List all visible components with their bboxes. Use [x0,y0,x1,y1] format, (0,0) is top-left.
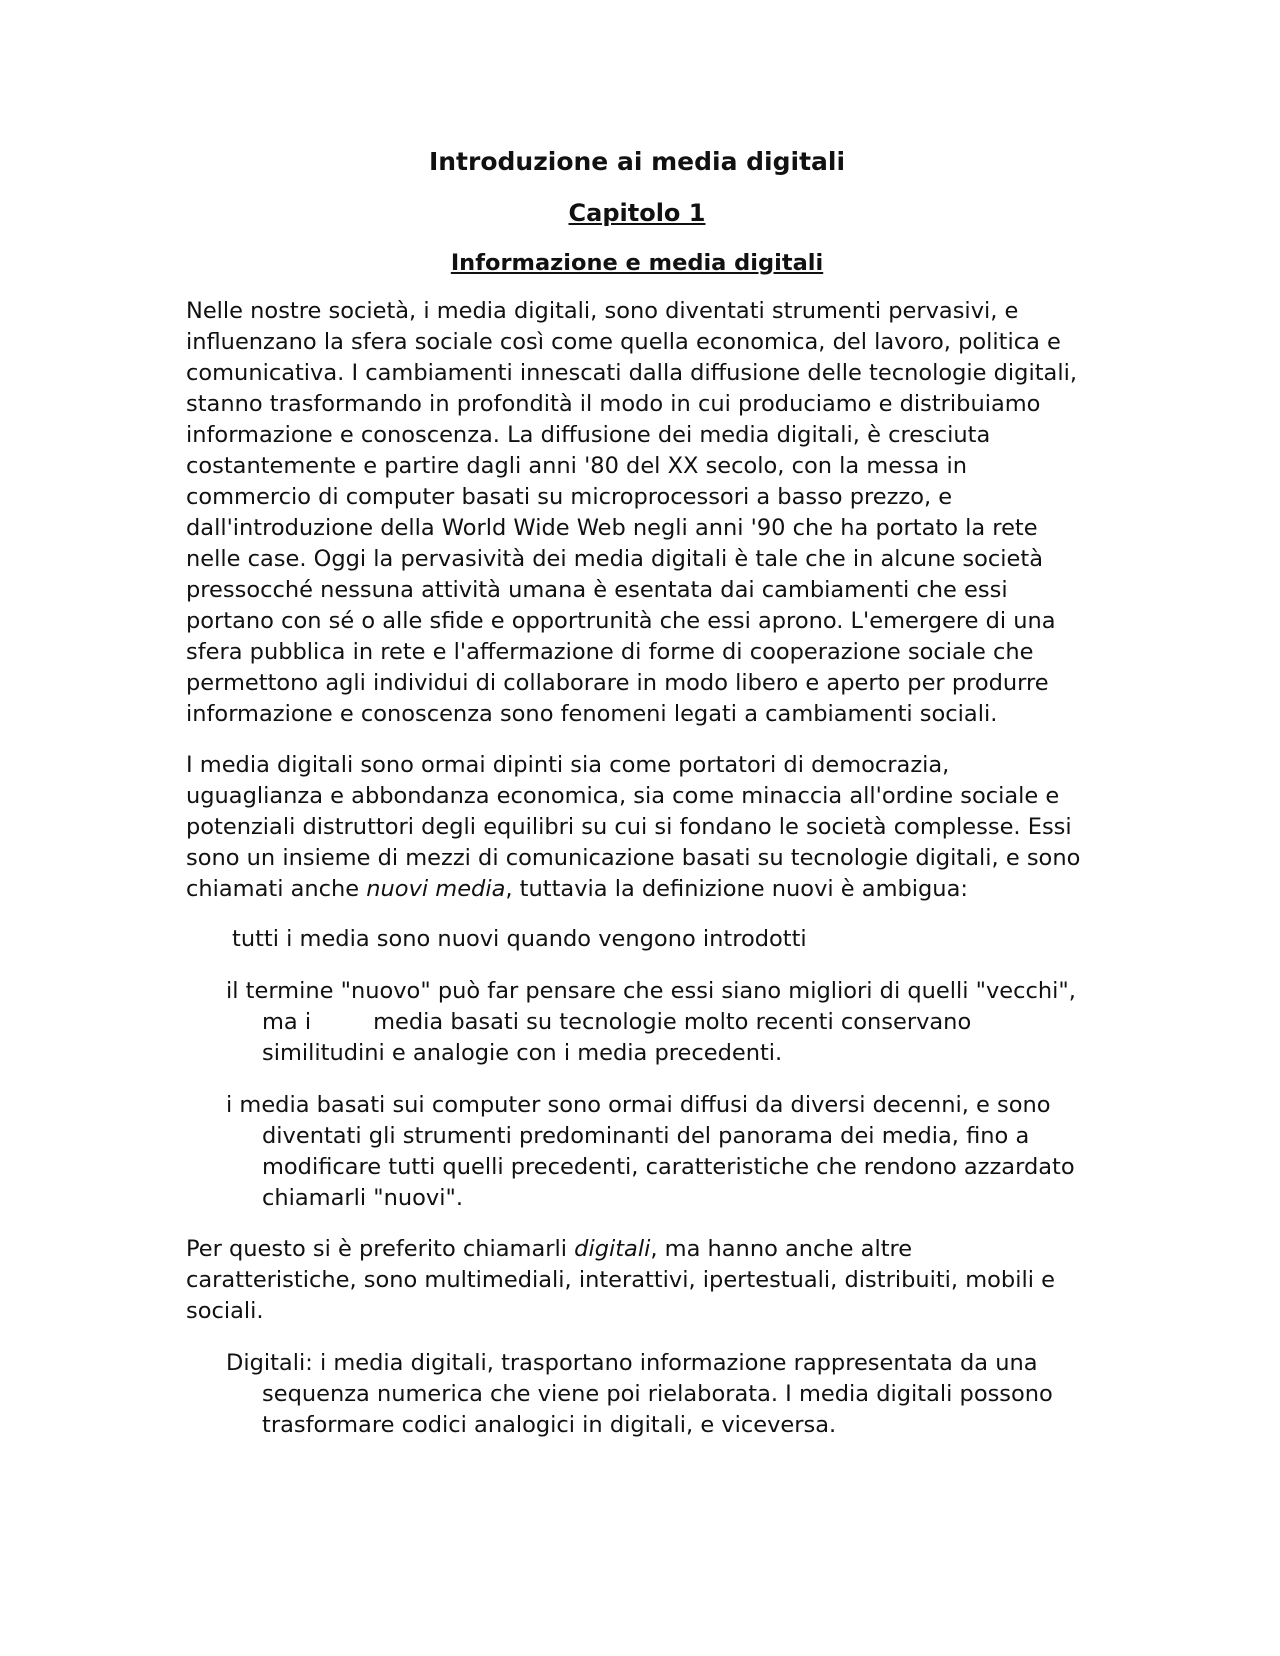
list-item-new-term [226,976,1084,1069]
paragraph-definition-emphasis: nuovi media [366,876,506,902]
section-subtitle: Informazione e media digitali [450,250,824,276]
list-item-digital: Digitali: i media digitali, trasportano informazione rappresentata da una sequenza numerica che viene poi rielaborata. I media digitali possono trasformare codici analogici in digitali, e viceversa. [226,1350,1053,1438]
list-item-new-term-text: il termine "nuovo" può far pensare che essi siano migliori di quelli "vecchi", ma i [226,978,1076,1035]
document-title: Introduzione ai media digitali [428,147,846,176]
paragraph-definition [186,750,1084,905]
paragraph-characteristics-emphasis: digitali [574,1236,651,1262]
paragraph-definition-text: I media digitali sono ormai dipinti sia come portatori di democrazia, uguaglianza e abbondanza economica, sia come minaccia all'ordine sociale e potenziali distruttori degli equilibri su cui si fondano le società complesse. Essi sono un insieme di mezzi di comunicazione basati su tecnologie digitali, e sono chiamati anche [186,752,1081,902]
list-item-new-media: tutti i media sono nuovi quando vengono introdotti [232,926,807,952]
paragraph-characteristics-text: Per questo si è preferito chiamarli [186,1236,575,1262]
paragraph-characteristics-tail: , ma hanno anche altre caratteristiche, sono multimediali, interattivi, ipertestuali, distribuiti, mobili e sociali. [186,1236,1055,1324]
list-item-new-term-tail: media basati su tecnologie molto recenti conservano similitudini e analogie con i media precedenti. [262,1009,972,1066]
chapter-heading: Capitolo 1 [568,199,706,227]
list-item-computers: i media basati sui computer sono ormai diffusi da diversi decenni, e sono diventati gli strumenti predominanti del panorama dei media, fino a modificare tutti quelli precedenti, caratteristiche che rendono azzardato chiamarli "nuovi". [226,1092,1075,1211]
paragraph-characteristics [186,1234,1084,1327]
paragraph-definition-tail: , tuttavia la definizione nuovi è ambigua: [505,876,968,902]
paragraph-intro: Nelle nostre società, i media digitali, sono diventati strumenti pervasivi, e influenzano la sfera sociale così come quella economica, del lavoro, politica e comunicativa. I cambiamenti innescati dalla diffusione delle tecnologie digitali, stanno trasformando in profondità il modo in cui produciamo e distribuiamo informazione e conoscenza. La diffusione dei media digitali, è cresciuta costantemente e partire dagli anni '80 del XX secolo, con la messa in commercio di computer basati su microprocessori a basso prezzo, e dall'introduzione della World Wide Web negli anni '90 che ha portato la rete nelle case. Oggi la pervasività dei media digitali è tale che in alcune società pressocché nessuna attività umana è esentata dai cambiamenti che essi portano con sé o alle sfide e opportrunità che essi aprono. L'emergere di una sfera pubblica in rete e l'affermazione di forme di cooperazione sociale che permettono agli individui di collaborare in modo libero e aperto per produrre informazione e conoscenza sono fenomeni legati a cambiamenti sociali. [186,298,1077,727]
